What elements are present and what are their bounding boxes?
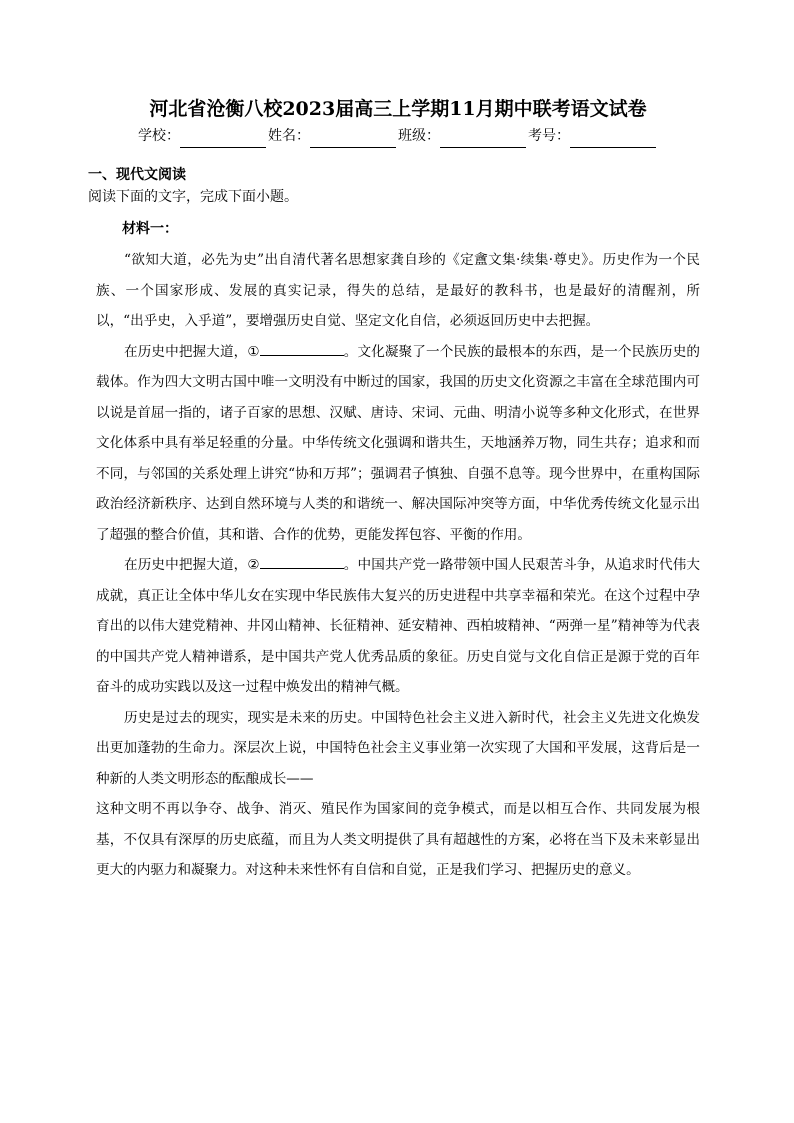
- paragraph-3-lead: 在历史中把握大道，: [124, 557, 248, 573]
- name-label: 姓名：: [268, 128, 310, 144]
- school-field: [138, 124, 268, 148]
- exam-number-blank[interactable]: [570, 130, 656, 148]
- paragraph-2: [96, 337, 700, 551]
- paragraph-4: 历史是过去的现实，现实是未来的历史。中国特色社会主义进入新时代，社会主义先进文化焕发出更加蓬勃的生命力。深层次上说，中国特色社会主义事业第一次实现了大国和平发展，这背后是一种新的人类文明形态的酝酿成长——: [96, 709, 700, 787]
- blank-2-line[interactable]: [260, 554, 344, 569]
- exam-number-field: [528, 124, 658, 148]
- exam-number-label: 考号：: [528, 128, 570, 144]
- paragraph-1: “欲知大道，必先为史”出自清代著名思想家龚自珍的《定盦文集·续集·尊史》。历史作为一个民族、一个国家形成、发展的真实记录，得失的总结，是最好的教科书，也是最好的清醒剂，所以，“出乎史，入乎道”，要增强历史自觉、坚定文化自信，必须返回历史中去把握。: [96, 252, 700, 329]
- exam-title: 河北省沧衡八校2023届高三上学期11月期中联考语文试卷: [149, 98, 647, 120]
- exam-page: [88, 96, 701, 886]
- section-instruction: 阅读下面的文字，完成下面小题。: [88, 189, 298, 205]
- paragraph-2-body: 。文化凝聚了一个民族的最根本的东西，是一个民族历史的载体。作为四大文明古国中唯一文明没有中断过的国家，我国的历史文化资源之丰富在全球范围内可以说是首屈一指的，诸子百家的思想、汉赋、唐诗、宋词、元曲、明清小说等多种文化形式，在世界文化体系中具有举足轻重的分量。中华传统文化强调和谐共生，天地涵养万物，同生共存；追求和而不同，与邻国的关系处理上讲究“协和万邦”；强调君子慎独、自强不息等。现今世界中，在重构国际政治经济新秩序、达到自然环境与人类的和谐统一、解决国际冲突等方面，中华优秀传统文化显示出了超强的整合价值，其和谐、合作的优势，更能发挥包容、平衡的作用。: [96, 343, 701, 543]
- class-blank[interactable]: [440, 130, 526, 148]
- paragraph-3-body: 。中国共产党一路带领中国人民艰苦斗争，从追求时代伟大成就，真正让全体中华儿女在实现中华民族伟大复兴的历史进程中共享幸福和荣光。在这个过程中孕育出的以伟大建党精神、井冈山精神、长征精神、延安精神、西柏坡精神、“两弹一星”精神等为代表的中国共产党人精神谱系，是中国共产党人优秀品质的象征。历史自觉与文化自信正是源于党的百年奋斗的成功实践以及这一过程中焕发出的精神气概。: [96, 557, 701, 695]
- school-blank[interactable]: [180, 130, 266, 148]
- blank-1-number: ①: [247, 343, 260, 360]
- name-blank[interactable]: [310, 130, 396, 148]
- material-label: 材料一：: [122, 221, 178, 237]
- paragraph-5: 这种文明不再以争夺、战争、消灭、殖民作为国家间的竞争模式，而是以相互合作、共同发展为根基，不仅具有深厚的历史底蕴，而且为人类文明提供了具有超越性的方案，必将在当下及未来彰显出更大的内驱力和凝聚力。对这种未来性怀有自信和自觉，正是我们学习、把握历史的意义。: [96, 801, 700, 878]
- class-label: 班级：: [398, 128, 440, 144]
- paragraph-2-lead: 在历史中把握大道，: [124, 343, 248, 360]
- paragraph-3: [96, 550, 700, 703]
- section-heading: 一、现代文阅读: [88, 167, 186, 183]
- blank-2-number: ②: [247, 557, 260, 573]
- student-info-line: [96, 124, 700, 148]
- blank-1-line[interactable]: [260, 341, 344, 356]
- name-field: [268, 124, 398, 148]
- class-field: [398, 124, 528, 148]
- school-label: 学校：: [138, 128, 180, 144]
